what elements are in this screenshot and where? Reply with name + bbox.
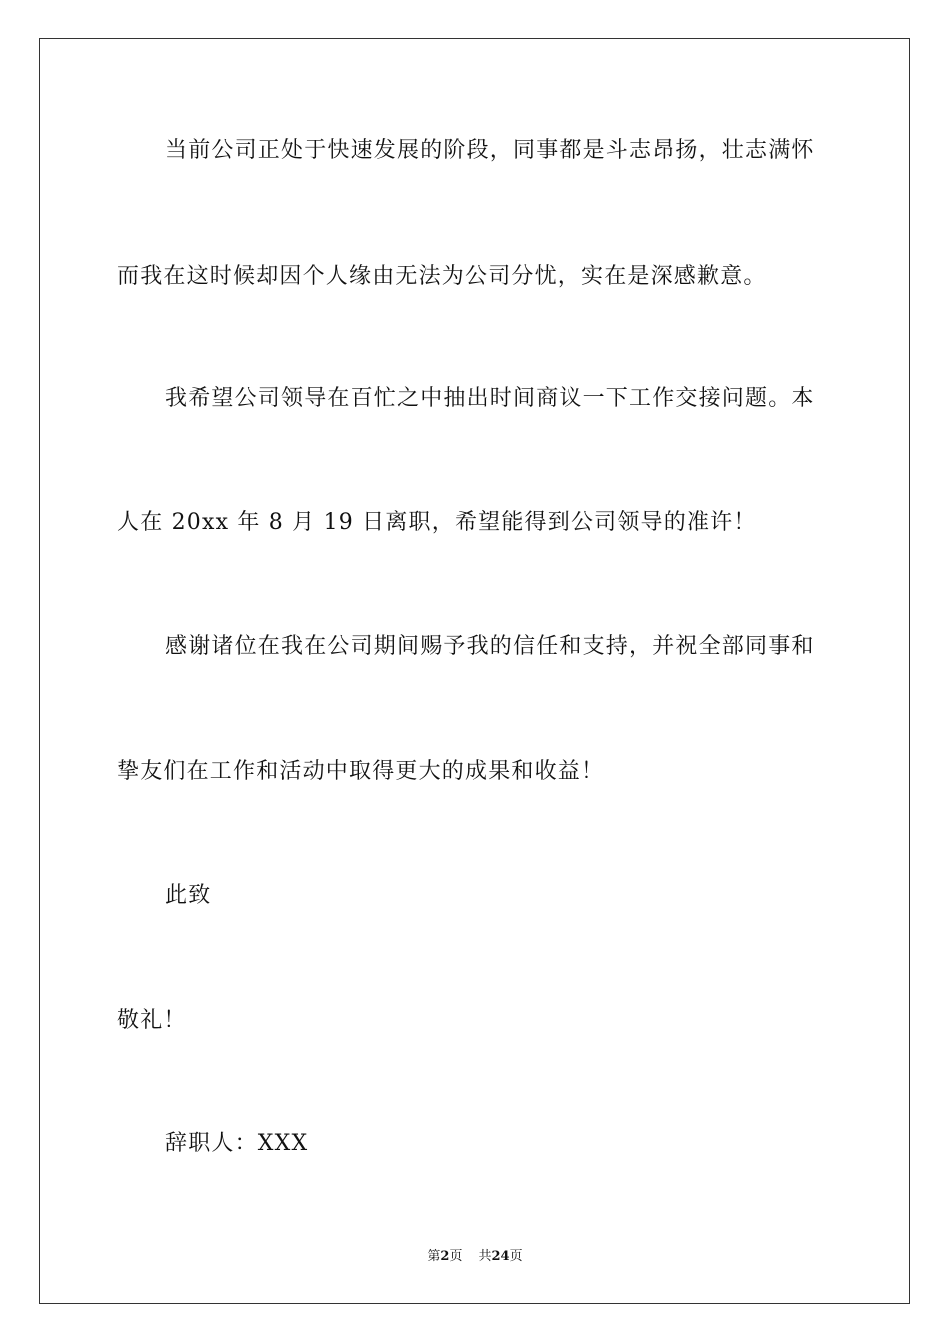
- footer-total-suffix: 页: [509, 1249, 523, 1264]
- paragraph-line-1: 当前公司正处于快速发展的阶段，同事都是斗志昂扬，壮志满怀: [165, 138, 815, 163]
- paragraph-line-4: 人在 20xx 年 8 月 19 日离职，希望能得到公司领导的准许！: [117, 510, 757, 535]
- footer-page-suffix: 页: [449, 1249, 463, 1264]
- paragraph-line-6: 挚友们在工作和活动中取得更大的成果和收益！: [117, 759, 605, 784]
- footer-total-prefix: 共: [478, 1249, 492, 1264]
- footer-page-prefix: 第: [427, 1249, 441, 1264]
- page-frame: [39, 38, 910, 1304]
- closing-regards: 敬礼！: [117, 1008, 187, 1033]
- signature-line: 辞职人：XXX: [165, 1131, 309, 1156]
- paragraph-line-5: 感谢诸位在我在公司期间赐予我的信任和支持，并祝全部同事和: [165, 634, 815, 659]
- closing-salutation: 此致: [165, 883, 212, 908]
- paragraph-line-3: 我希望公司领导在百忙之中抽出时间商议一下工作交接问题。本: [165, 386, 815, 411]
- footer-page-number: 2: [440, 1249, 450, 1264]
- page-footer: [0, 1248, 950, 1266]
- paragraph-line-2: 而我在这时候却因个人缘由无法为公司分忧，实在是深感歉意。: [117, 264, 767, 289]
- footer-total-pages: 24: [491, 1249, 510, 1264]
